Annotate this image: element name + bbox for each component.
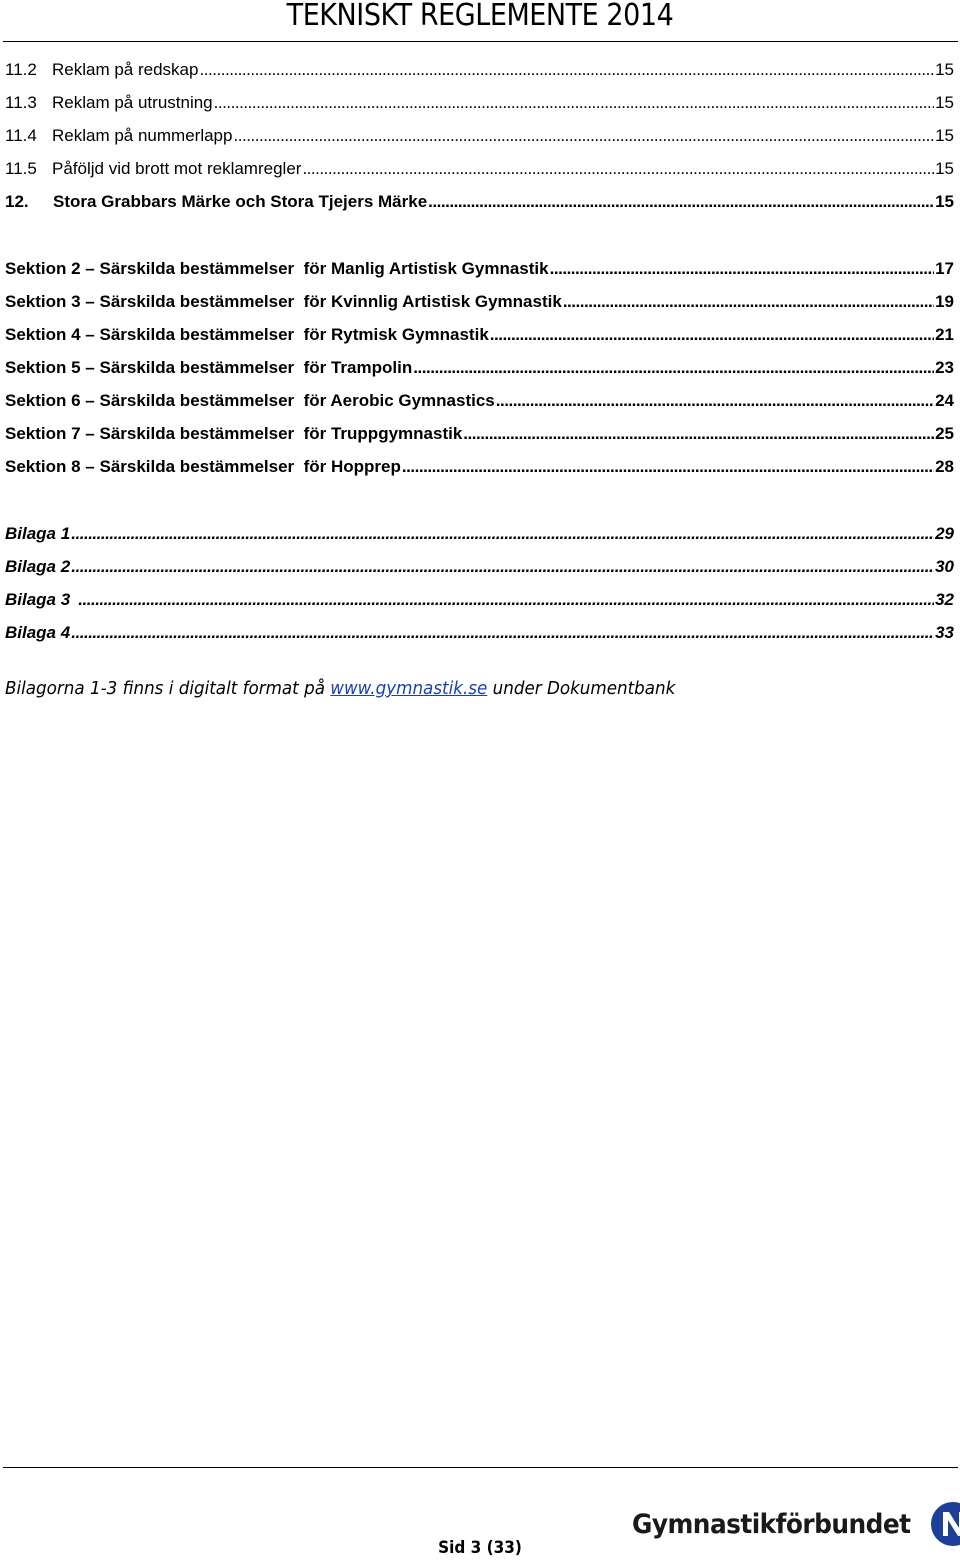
toc-leader xyxy=(214,93,934,113)
toc-section-5[interactable] xyxy=(5,356,954,378)
appendix-note-suffix: under Dokumentbank xyxy=(487,678,676,699)
toc-leader xyxy=(413,358,934,378)
toc-entry-label: Påföljd vid brott mot reklamregler xyxy=(52,159,302,178)
toc-section-6[interactable] xyxy=(5,389,954,411)
toc-entry-number: 11.2 xyxy=(5,60,37,79)
toc-section-8[interactable] xyxy=(5,455,954,477)
toc-entry-label: Sektion 4 – Särskilda bestämmelser för Rytmisk Gymnastik xyxy=(5,325,489,344)
toc-entry-page: 25 xyxy=(935,424,954,443)
toc-entry-page: 30 xyxy=(935,557,954,576)
toc-entry-label: Reklam på redskap xyxy=(52,60,199,79)
page-header-title: TEKNISKT REGLEMENTE 2014 xyxy=(286,0,674,33)
toc-entry-page: 15 xyxy=(935,126,954,145)
toc-entry-label: Sektion 6 – Särskilda bestämmelser för Aerobic Gymnastics xyxy=(5,391,495,410)
toc-leader xyxy=(71,524,934,544)
gymnastik-link[interactable]: www.gymnastik.se xyxy=(330,678,488,699)
toc-entry-label: Sektion 2 – Särskilda bestämmelser för Manlig Artistisk Gymnastik xyxy=(5,259,549,278)
toc-entry-number: 11.4 xyxy=(5,126,37,145)
toc-entry-page: 23 xyxy=(935,358,954,377)
toc-section-2[interactable] xyxy=(5,257,954,279)
toc-entry-number: 12. xyxy=(5,192,29,211)
toc-leader xyxy=(428,192,934,212)
toc-entry-label: Stora Grabbars Märke och Stora Tjejers Märke xyxy=(53,192,428,211)
toc-entry-chapter-12[interactable] xyxy=(5,190,954,212)
footer-rule xyxy=(3,1467,958,1468)
toc-entry[interactable] xyxy=(5,124,954,146)
toc-entry-page: 28 xyxy=(935,457,954,476)
toc-entry-page: 33 xyxy=(935,623,954,642)
toc-leader xyxy=(233,126,934,146)
toc-entry-label: Reklam på utrustning xyxy=(52,93,213,112)
toc-entry-label: Sektion 5 – Särskilda bestämmelser för Trampolin xyxy=(5,358,413,377)
toc-entry[interactable] xyxy=(5,157,954,179)
appendix-note xyxy=(5,678,675,699)
toc-entry-page: 15 xyxy=(935,93,954,112)
toc-leader xyxy=(71,557,934,577)
toc-entry-label: Bilaga 3 xyxy=(5,590,71,609)
toc-leader xyxy=(463,424,934,444)
toc-appendix-4[interactable] xyxy=(5,621,954,643)
toc-leader xyxy=(490,325,934,345)
toc-entry[interactable] xyxy=(5,91,954,113)
toc-appendix-1[interactable] xyxy=(5,522,954,544)
toc-entry-page: 24 xyxy=(935,391,954,410)
header-rule xyxy=(3,41,958,42)
toc-entry-label: Sektion 8 – Särskilda bestämmelser för Hopprep xyxy=(5,457,401,476)
page-number: Sid 3 (33) xyxy=(438,1538,522,1558)
toc-entry-label: Bilaga 2 xyxy=(5,557,71,576)
toc-entry-page: 21 xyxy=(935,325,954,344)
gymnastikforbundet-logo xyxy=(632,1500,960,1548)
toc-entry-label: Bilaga 4 xyxy=(5,623,71,642)
toc-entry[interactable] xyxy=(5,58,954,80)
toc-appendix-2[interactable] xyxy=(5,555,954,577)
toc-entry-label: Bilaga 1 xyxy=(5,524,71,543)
toc-entry-label: Sektion 7 – Särskilda bestämmelser för Truppgymnastik xyxy=(5,424,463,443)
logo-text: Gymnastikförbundet xyxy=(632,1508,911,1540)
toc-entry-label: Reklam på nummerlapp xyxy=(52,126,233,145)
toc-leader xyxy=(550,259,935,279)
toc-leader xyxy=(402,457,934,477)
toc-leader xyxy=(199,60,934,80)
toc-entry-page: 17 xyxy=(935,259,954,278)
toc-entry-number: 11.5 xyxy=(5,159,37,178)
toc-leader xyxy=(71,623,934,643)
toc-entry-page: 29 xyxy=(935,524,954,543)
toc-entry-label: Sektion 3 – Särskilda bestämmelser för Kvinnlig Artistisk Gymnastik xyxy=(5,292,562,311)
toc-leader xyxy=(563,292,934,312)
toc-entry-page: 19 xyxy=(935,292,954,311)
appendix-note-prefix: Bilagorna 1-3 finns i digitalt format på xyxy=(5,678,331,699)
toc-appendix-3[interactable] xyxy=(5,588,954,610)
toc-leader xyxy=(78,590,934,610)
toc-leader xyxy=(302,159,934,179)
toc-section-4[interactable] xyxy=(5,323,954,345)
toc-leader xyxy=(496,391,934,411)
logo-n-icon xyxy=(929,1500,960,1548)
toc-entry-page: 32 xyxy=(935,590,954,609)
toc-entry-number: 11.3 xyxy=(5,93,37,112)
toc-entry-page: 15 xyxy=(935,192,954,211)
toc-entry-page: 15 xyxy=(935,60,954,79)
toc-entry-page: 15 xyxy=(935,159,954,178)
toc-section-7[interactable] xyxy=(5,422,954,444)
toc-section-3[interactable] xyxy=(5,290,954,312)
